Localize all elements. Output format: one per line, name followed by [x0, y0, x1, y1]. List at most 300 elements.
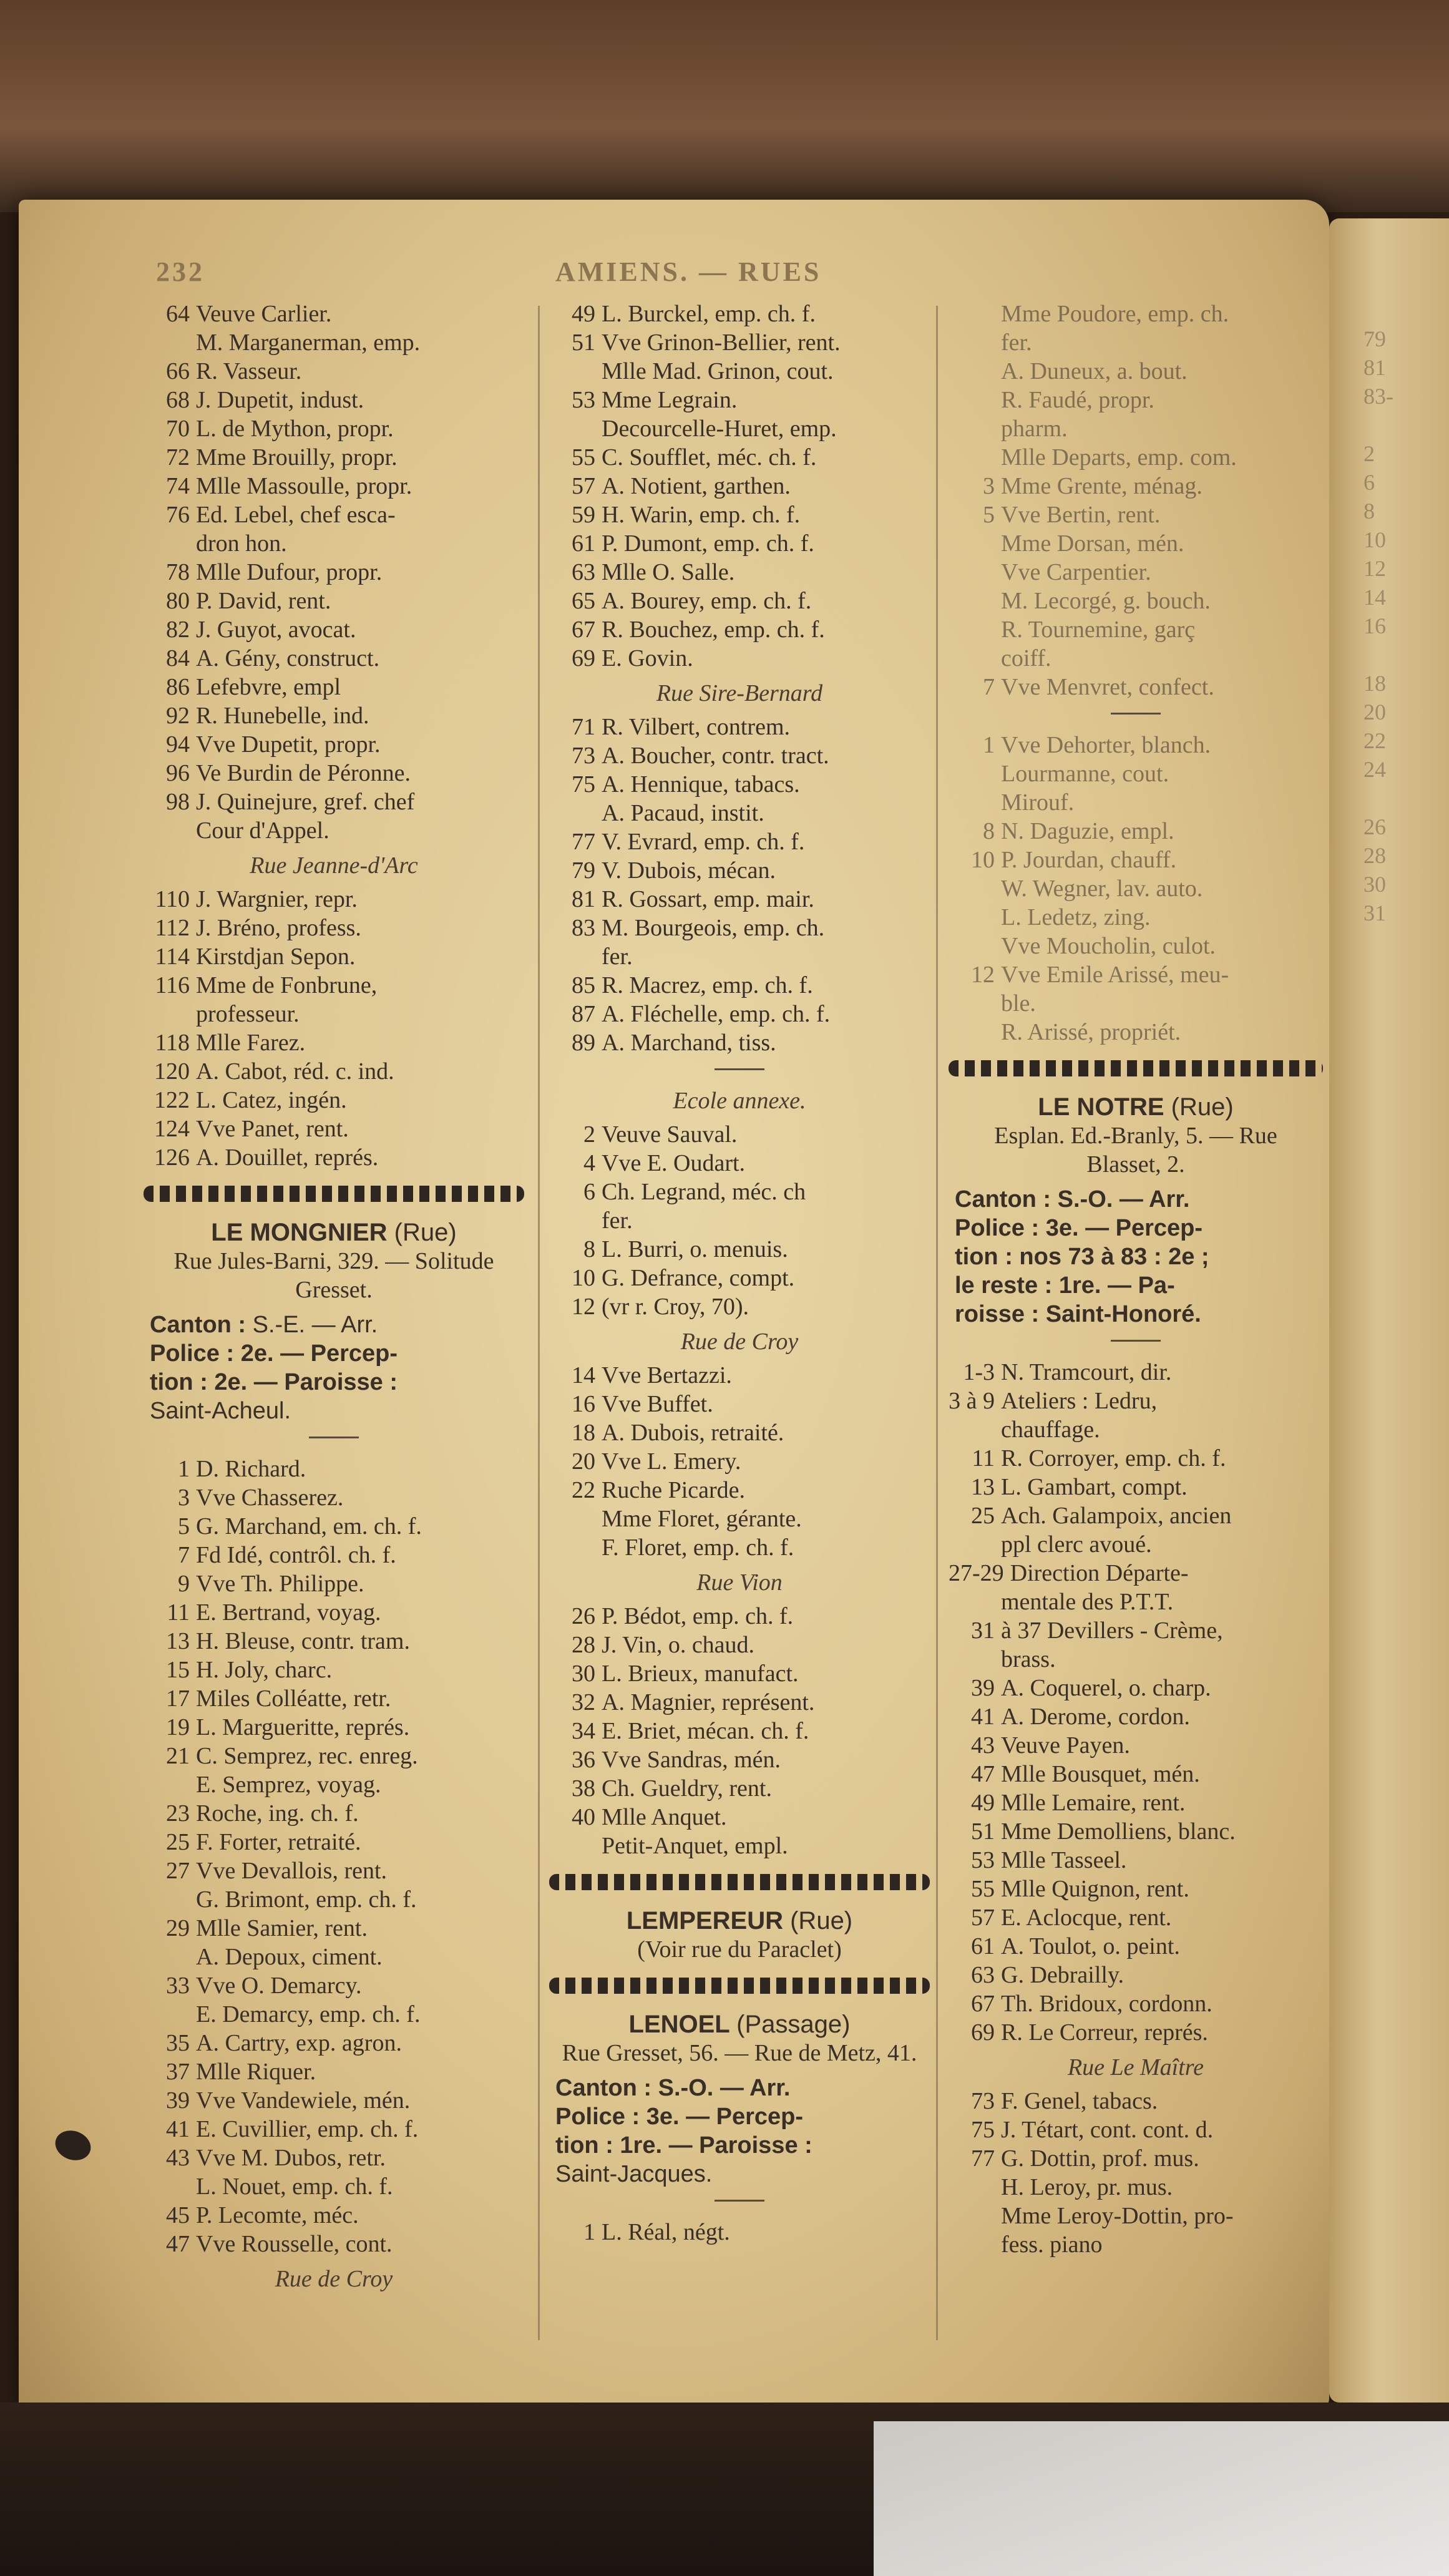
house-number: 3	[983, 473, 995, 499]
list-item	[144, 673, 524, 701]
street-address: Rue Jules-Barni, 329. — Solitude Gresset.	[173, 1248, 494, 1303]
resident-entry: Vve Dehorter, blanch.	[1001, 732, 1211, 758]
canton-line: Canton : S.-O. — Arr.	[955, 1186, 1190, 1212]
house-number: 10	[971, 847, 995, 873]
house-number: 71	[572, 714, 595, 740]
street-name: LEMPEREUR	[626, 1907, 783, 1934]
list-item	[144, 1914, 524, 1943]
list-item	[549, 300, 930, 328]
page-header	[156, 256, 1217, 300]
resident-entry: A. Notient, garthen.	[602, 473, 791, 499]
list-item	[144, 788, 524, 816]
resident-entry: A. Duneux, a. bout.	[1001, 358, 1188, 384]
list-item	[949, 903, 1323, 932]
house-number: 19	[166, 1714, 190, 1740]
list-item	[549, 1832, 930, 1860]
house-number: 28	[572, 1632, 595, 1658]
house-number: 27	[166, 1858, 190, 1884]
resident-entry: Roche, ing. ch. f.	[196, 1800, 359, 1827]
next-page-number: 16	[1364, 613, 1386, 638]
resident-entry: ppl clerc avoué.	[1001, 1531, 1152, 1558]
list-item	[949, 1415, 1323, 1444]
resident-entry: C. Soufflet, méc. ch. f.	[602, 444, 817, 471]
list-item	[549, 1120, 930, 1149]
resident-entry: Lefebvre, empl	[196, 674, 341, 700]
next-page-number	[1364, 784, 1393, 812]
house-number: 18	[572, 1420, 595, 1446]
house-number: 80	[166, 588, 190, 614]
list-item	[949, 2018, 1323, 2047]
resident-entry: E. Demarcy, emp. ch. f.	[196, 2001, 421, 2027]
house-number: 63	[971, 1962, 995, 1988]
resident-entry: Mlle Lemaire, rent.	[1001, 1790, 1186, 1816]
list-item	[144, 2029, 524, 2057]
list-item	[144, 500, 524, 529]
list-item	[144, 1828, 524, 1856]
list-item	[549, 942, 930, 971]
list-item	[549, 799, 930, 827]
resident-entry: F. Floret, emp. ch. f.	[602, 1534, 794, 1561]
resident-entry: E. Semprez, voyag.	[196, 1772, 381, 1798]
next-page-number: 79	[1364, 326, 1386, 351]
street-admin-info	[549, 2074, 930, 2188]
house-number: 15	[166, 1657, 190, 1683]
house-number: 112	[155, 915, 190, 941]
list-item	[144, 1856, 524, 1885]
resident-entry: Vve Devallois, rent.	[196, 1858, 388, 1884]
house-number: 74	[166, 473, 190, 499]
list-item	[144, 386, 524, 414]
list-item	[144, 1057, 524, 1086]
list-item	[144, 1455, 524, 1483]
list-item	[549, 741, 930, 770]
house-number: 33	[166, 1973, 190, 1999]
list-item	[549, 1745, 930, 1774]
resident-entry: A. Bourey, emp. ch. f.	[602, 588, 812, 614]
resident-entry: Vve Th. Philippe.	[196, 1571, 364, 1597]
resident-entry: A. Boucher, contr. tract.	[602, 743, 829, 769]
street-heading-le-mongnier	[144, 1218, 524, 1247]
resident-entry: D. Richard.	[196, 1456, 306, 1482]
resident-entry: Mlle Farez.	[196, 1030, 306, 1056]
list-item	[549, 529, 930, 558]
resident-entry: fer.	[602, 1208, 633, 1234]
resident-entry: Th. Bridoux, cordonn.	[1001, 1991, 1212, 2017]
resident-entry: G. Dottin, prof. mus.	[1001, 2145, 1199, 2172]
list-item	[144, 443, 524, 472]
next-page-number: 6	[1364, 470, 1375, 495]
house-number: 13	[166, 1628, 190, 1654]
resident-entry: G. Debrailly.	[1001, 1962, 1124, 1988]
house-number: 35	[166, 2030, 190, 2056]
house-number: 124	[154, 1116, 190, 1142]
house-number: 1	[583, 2219, 595, 2245]
next-page-number: 20	[1364, 700, 1386, 724]
list-item	[949, 1444, 1323, 1473]
house-number: 47	[166, 2231, 190, 2257]
house-number: 83	[572, 915, 595, 941]
street-kind: (Rue)	[1171, 1093, 1234, 1121]
resident-entry: A. Cabot, réd. c. ind.	[196, 1058, 394, 1085]
list-item	[949, 1932, 1323, 1961]
resident-entry: A. Coquerel, o. charp.	[1001, 1675, 1211, 1701]
list-item	[949, 1018, 1323, 1046]
house-number: 65	[572, 588, 595, 614]
house-number: 77	[572, 829, 595, 855]
list-item	[549, 443, 930, 472]
resident-entry: Vve Vandewiele, mén.	[196, 2087, 411, 2114]
short-rule	[715, 2200, 764, 2202]
reste-line: le reste : 1re. — Pa-	[955, 1272, 1175, 1299]
list-item	[144, 2201, 524, 2230]
house-number: 3	[178, 1485, 190, 1511]
house-number: 87	[572, 1001, 595, 1027]
resident-entry: Ch. Legrand, méc. ch	[602, 1179, 806, 1205]
column-rule-2	[936, 306, 938, 2340]
resident-entry: à 37 Devillers - Crème,	[1001, 1617, 1223, 1644]
list-item	[549, 1361, 930, 1390]
resident-entry: R. Arissé, propriét.	[1001, 1019, 1181, 1045]
list-item	[949, 788, 1323, 817]
house-number: 73	[971, 2088, 995, 2114]
house-number: 78	[166, 559, 190, 585]
resident-entry: Vve O. Demarcy.	[196, 1973, 362, 1999]
street-name: LE MONGNIER	[211, 1219, 388, 1246]
resident-entry: L. Nouet, emp. ch. f.	[196, 2174, 393, 2200]
list-item	[144, 1512, 524, 1541]
short-rule	[1111, 1340, 1161, 1342]
resident-entry: V. Dubois, mécan.	[602, 857, 776, 884]
resident-entry: M. Lecorgé, g. bouch.	[1001, 588, 1211, 614]
list-item	[949, 1616, 1323, 1645]
resident-entry: Petit-Anquet, empl.	[602, 1833, 788, 1859]
resident-entry: Miles Colléatte, retr.	[196, 1686, 391, 1712]
street-address: Rue Gresset, 56. — Rue de Metz, 41.	[562, 2040, 917, 2066]
resident-entry: Mlle Massoulle, propr.	[196, 473, 412, 499]
resident-entry: Vve Chasserez.	[196, 1485, 344, 1511]
resident-entry: R. Bouchez, emp. ch. f.	[602, 617, 825, 643]
next-page-number: 12	[1364, 556, 1386, 581]
resident-entry: A. Depoux, ciment.	[196, 1944, 383, 1970]
resident-entry: dron hon.	[196, 530, 287, 557]
police-line: Police : 3e. — Percep-	[555, 2104, 804, 2130]
resident-entry: P. Bédot, emp. ch. f.	[602, 1603, 794, 1629]
section-heading: Rue Vion	[696, 1569, 783, 1596]
list-item	[549, 971, 930, 1000]
house-number: 110	[155, 886, 190, 912]
list-item	[949, 1731, 1323, 1760]
house-number: 59	[572, 502, 595, 528]
house-number: 12	[572, 1294, 595, 1320]
resident-entry: Mlle O. Salle.	[602, 559, 735, 585]
resident-entry: E. Govin.	[602, 645, 693, 671]
resident-entry: professeur.	[196, 1001, 300, 1027]
list-item	[949, 587, 1323, 615]
list-item	[549, 414, 930, 443]
list-item	[144, 1742, 524, 1770]
resident-entry: mentale des P.T.T.	[1001, 1589, 1174, 1615]
list-item	[949, 1989, 1323, 2018]
resident-entry: Mme Poudore, emp. ch.	[1001, 301, 1229, 327]
list-item	[144, 1541, 524, 1569]
next-page-number: 28	[1364, 843, 1386, 868]
house-number: 122	[154, 1087, 190, 1113]
next-page-number: 10	[1364, 527, 1386, 552]
house-number: 75	[971, 2117, 995, 2143]
resident-entry: R. Macrez, emp. ch. f.	[602, 972, 813, 998]
house-number: 34	[572, 1718, 595, 1744]
list-item	[144, 1713, 524, 1742]
resident-entry: Vve Bertin, rent.	[1001, 502, 1161, 528]
list-item	[549, 386, 930, 414]
list-item	[144, 701, 524, 730]
list-item	[949, 1702, 1323, 1731]
list-item	[549, 2218, 930, 2247]
resident-entry: R. Faudé, propr.	[1001, 387, 1154, 413]
house-number: 45	[166, 2202, 190, 2228]
list-item	[949, 846, 1323, 874]
house-number: 67	[572, 617, 595, 643]
resident-entry: Vve Panet, rent.	[196, 1116, 349, 1142]
street-heading-lempereur	[549, 1906, 930, 1935]
list-item	[144, 2230, 524, 2258]
list-item	[949, 500, 1323, 529]
list-item	[144, 2115, 524, 2144]
list-item	[549, 1803, 930, 1832]
column-3-entries	[949, 300, 1323, 1046]
resident-entry: R. Le Correur, représ.	[1001, 2019, 1208, 2046]
resident-entry: Vve Dupetit, propr.	[196, 731, 381, 758]
resident-entry: Fd Idé, contrôl. ch. f.	[196, 1542, 396, 1568]
resident-entry: J. Vin, o. chaud.	[602, 1632, 755, 1658]
resident-entry: A. Magnier, représent.	[602, 1689, 815, 1715]
street-address: Esplan. Ed.-Branly, 5. — Rue Blasset, 2.	[994, 1123, 1277, 1178]
list-item	[144, 529, 524, 558]
list-item	[144, 300, 524, 328]
house-number: 3 à 9	[949, 1388, 995, 1414]
next-page-number	[1364, 411, 1393, 439]
house-number: 26	[572, 1603, 595, 1629]
list-item	[144, 1569, 524, 1598]
list-item	[549, 885, 930, 914]
house-number: 118	[155, 1030, 190, 1056]
list-item	[949, 357, 1323, 386]
resident-entry: brass.	[1001, 1646, 1056, 1672]
list-item	[144, 1086, 524, 1115]
resident-entry: Mirouf.	[1001, 789, 1075, 816]
ornament-divider	[549, 1874, 930, 1890]
list-item	[949, 1817, 1323, 1846]
resident-entry: L. Margueritte, représ.	[196, 1714, 410, 1740]
next-page-number: 2	[1364, 441, 1375, 466]
list-item	[144, 357, 524, 386]
house-number: 16	[572, 1391, 595, 1417]
resident-entry: H. Leroy, pr. mus.	[1001, 2174, 1173, 2200]
house-number: 43	[166, 2145, 190, 2171]
resident-entry: R. Corroyer, emp. ch. f.	[1001, 1445, 1226, 1471]
resident-entry: ble.	[1001, 990, 1036, 1017]
list-item	[549, 558, 930, 587]
list-item	[144, 759, 524, 788]
resident-entry: fer.	[602, 944, 633, 970]
list-item	[549, 472, 930, 500]
resident-entry: Kirstdjan Sepon.	[196, 944, 356, 970]
resident-entry: L. Ledetz, zing.	[1001, 904, 1151, 930]
list-item	[949, 960, 1323, 989]
tablecloth	[874, 2421, 1449, 2576]
list-item	[549, 1505, 930, 1533]
resident-entry: W. Wegner, lav. auto.	[1001, 876, 1203, 902]
house-number: 47	[971, 1761, 995, 1787]
list-item	[549, 1235, 930, 1264]
list-item	[144, 971, 524, 1000]
house-number: 11	[167, 1599, 190, 1626]
short-rule	[715, 1068, 764, 1070]
list-item	[949, 644, 1323, 673]
street-admin-info	[949, 1185, 1323, 1329]
running-title: AMIENS. — RUES	[555, 256, 822, 287]
list-item	[549, 1533, 930, 1562]
list-item	[144, 558, 524, 587]
list-item	[949, 989, 1323, 1018]
list-item	[949, 2173, 1323, 2202]
house-number: 30	[572, 1661, 595, 1687]
list-item	[144, 2057, 524, 2086]
resident-entry: Mme Leroy-Dottin, pro-	[1001, 2203, 1234, 2229]
resident-entry: Mme Legrain.	[602, 387, 738, 413]
resident-entry: R. Vasseur.	[196, 358, 302, 384]
resident-entry: Vve Buffet.	[602, 1391, 713, 1417]
resident-entry: A. Toulot, o. peint.	[1001, 1933, 1180, 1959]
street-kind: (Rue)	[790, 1907, 853, 1934]
house-number: 1	[178, 1456, 190, 1482]
list-item	[949, 1846, 1323, 1875]
resident-entry: P. Lecomte, méc.	[196, 2202, 359, 2228]
perception-line: tion : nos 73 à 83 : 2e ;	[955, 1244, 1209, 1270]
ornament-divider	[549, 1978, 930, 1994]
resident-entry: A. Pacaud, instit.	[602, 800, 764, 826]
house-number: 13	[971, 1474, 995, 1500]
list-item	[144, 1598, 524, 1627]
resident-entry: L. Gambart, compt.	[1001, 1474, 1188, 1500]
next-page-number: 22	[1364, 728, 1386, 753]
resident-entry: Mme Demolliens, blanc.	[1001, 1818, 1236, 1845]
next-page-number: 31	[1364, 900, 1386, 925]
resident-entry: J. Tétart, cont. cont. d.	[1001, 2117, 1214, 2143]
list-item	[549, 1688, 930, 1717]
house-number: 69	[971, 2019, 995, 2046]
police-line: Police : 2e. — Percep-	[150, 1340, 398, 1367]
resident-entry: Mlle Dufour, propr.	[196, 559, 383, 585]
list-item	[144, 1656, 524, 1684]
list-item	[144, 1143, 524, 1172]
resident-entry: H. Warin, emp. ch. f.	[602, 502, 801, 528]
house-number: 43	[971, 1732, 995, 1759]
list-item	[949, 1530, 1323, 1559]
list-item	[144, 644, 524, 673]
resident-entry: L. Catez, ingén.	[196, 1087, 347, 1113]
resident-entry: P. Jourdan, chauff.	[1001, 847, 1177, 873]
list-item	[549, 1206, 930, 1235]
resident-entry: F. Forter, retraité.	[196, 1829, 361, 1855]
column-1	[144, 300, 524, 2298]
resident-entry: Mlle Riquer.	[196, 2059, 316, 2085]
list-item	[949, 328, 1323, 357]
house-number: 69	[572, 645, 595, 671]
list-item	[949, 1501, 1323, 1530]
list-item	[144, 730, 524, 759]
house-number: 20	[572, 1448, 595, 1475]
list-item	[549, 713, 930, 741]
resident-entry: G. Brimont, emp. ch. f.	[196, 1886, 417, 1913]
house-number: 120	[154, 1058, 190, 1085]
list-item	[549, 856, 930, 885]
house-number: 57	[971, 1905, 995, 1931]
house-number: 89	[572, 1030, 595, 1056]
house-number: 27-29	[949, 1560, 1004, 1586]
list-item	[549, 1264, 930, 1292]
house-number: 76	[166, 502, 190, 528]
resident-entry: Cour d'Appel.	[196, 817, 329, 844]
list-item	[144, 1115, 524, 1143]
house-number: 70	[166, 416, 190, 442]
section-heading: Rue de Croy	[680, 1329, 799, 1355]
house-number: 1-3	[963, 1359, 995, 1385]
resident-entry: Direction Départe-	[1010, 1560, 1189, 1586]
list-item	[549, 1774, 930, 1803]
list-item	[949, 1387, 1323, 1415]
list-item	[549, 1476, 930, 1505]
paroisse-line: roisse : Saint-Honoré.	[955, 1301, 1201, 1327]
house-number: 12	[971, 962, 995, 988]
list-item	[949, 615, 1323, 644]
resident-entry: L. de Mython, propr.	[196, 416, 394, 442]
house-number: 11	[972, 1445, 995, 1471]
next-page-number: 14	[1364, 585, 1386, 610]
resident-entry: G. Defrance, compt.	[602, 1265, 795, 1291]
resident-entry: A. Dubois, retraité.	[602, 1420, 784, 1446]
house-number: 72	[166, 444, 190, 471]
list-item	[549, 914, 930, 942]
resident-entry: Ruche Picarde.	[602, 1477, 746, 1503]
next-page-number: 81	[1364, 355, 1386, 380]
paroisse-line: Saint-Jacques.	[555, 2161, 713, 2187]
house-number: 51	[971, 1818, 995, 1845]
list-item	[549, 1000, 930, 1028]
column-rule-1	[538, 306, 540, 2340]
house-number: 2	[583, 1121, 595, 1148]
list-item	[144, 2144, 524, 2172]
resident-entry: Vve L. Emery.	[602, 1448, 741, 1475]
list-item	[144, 816, 524, 845]
list-item	[949, 1674, 1323, 1702]
resident-entry: Vve Grinon-Bellier, rent.	[602, 329, 841, 356]
resident-entry: R. Vilbert, contrem.	[602, 714, 791, 740]
resident-entry: Ve Burdin de Péronne.	[196, 760, 411, 786]
resident-entry: E. Bertrand, voyag.	[196, 1599, 381, 1626]
perception-line: tion : 2e. — Paroisse :	[150, 1369, 398, 1395]
house-number: 66	[166, 358, 190, 384]
list-item	[949, 1961, 1323, 1989]
le-notre-entries	[949, 1358, 1323, 2259]
resident-entry: F. Genel, tabacs.	[1001, 2088, 1158, 2114]
column-1-entries	[144, 300, 524, 1172]
resident-entry: V. Evrard, emp. ch. f.	[602, 829, 805, 855]
house-number: 1	[983, 732, 995, 758]
house-number: 39	[971, 1675, 995, 1701]
list-item	[949, 673, 1323, 701]
resident-entry: H. Bleuse, contr. tram.	[196, 1628, 410, 1654]
